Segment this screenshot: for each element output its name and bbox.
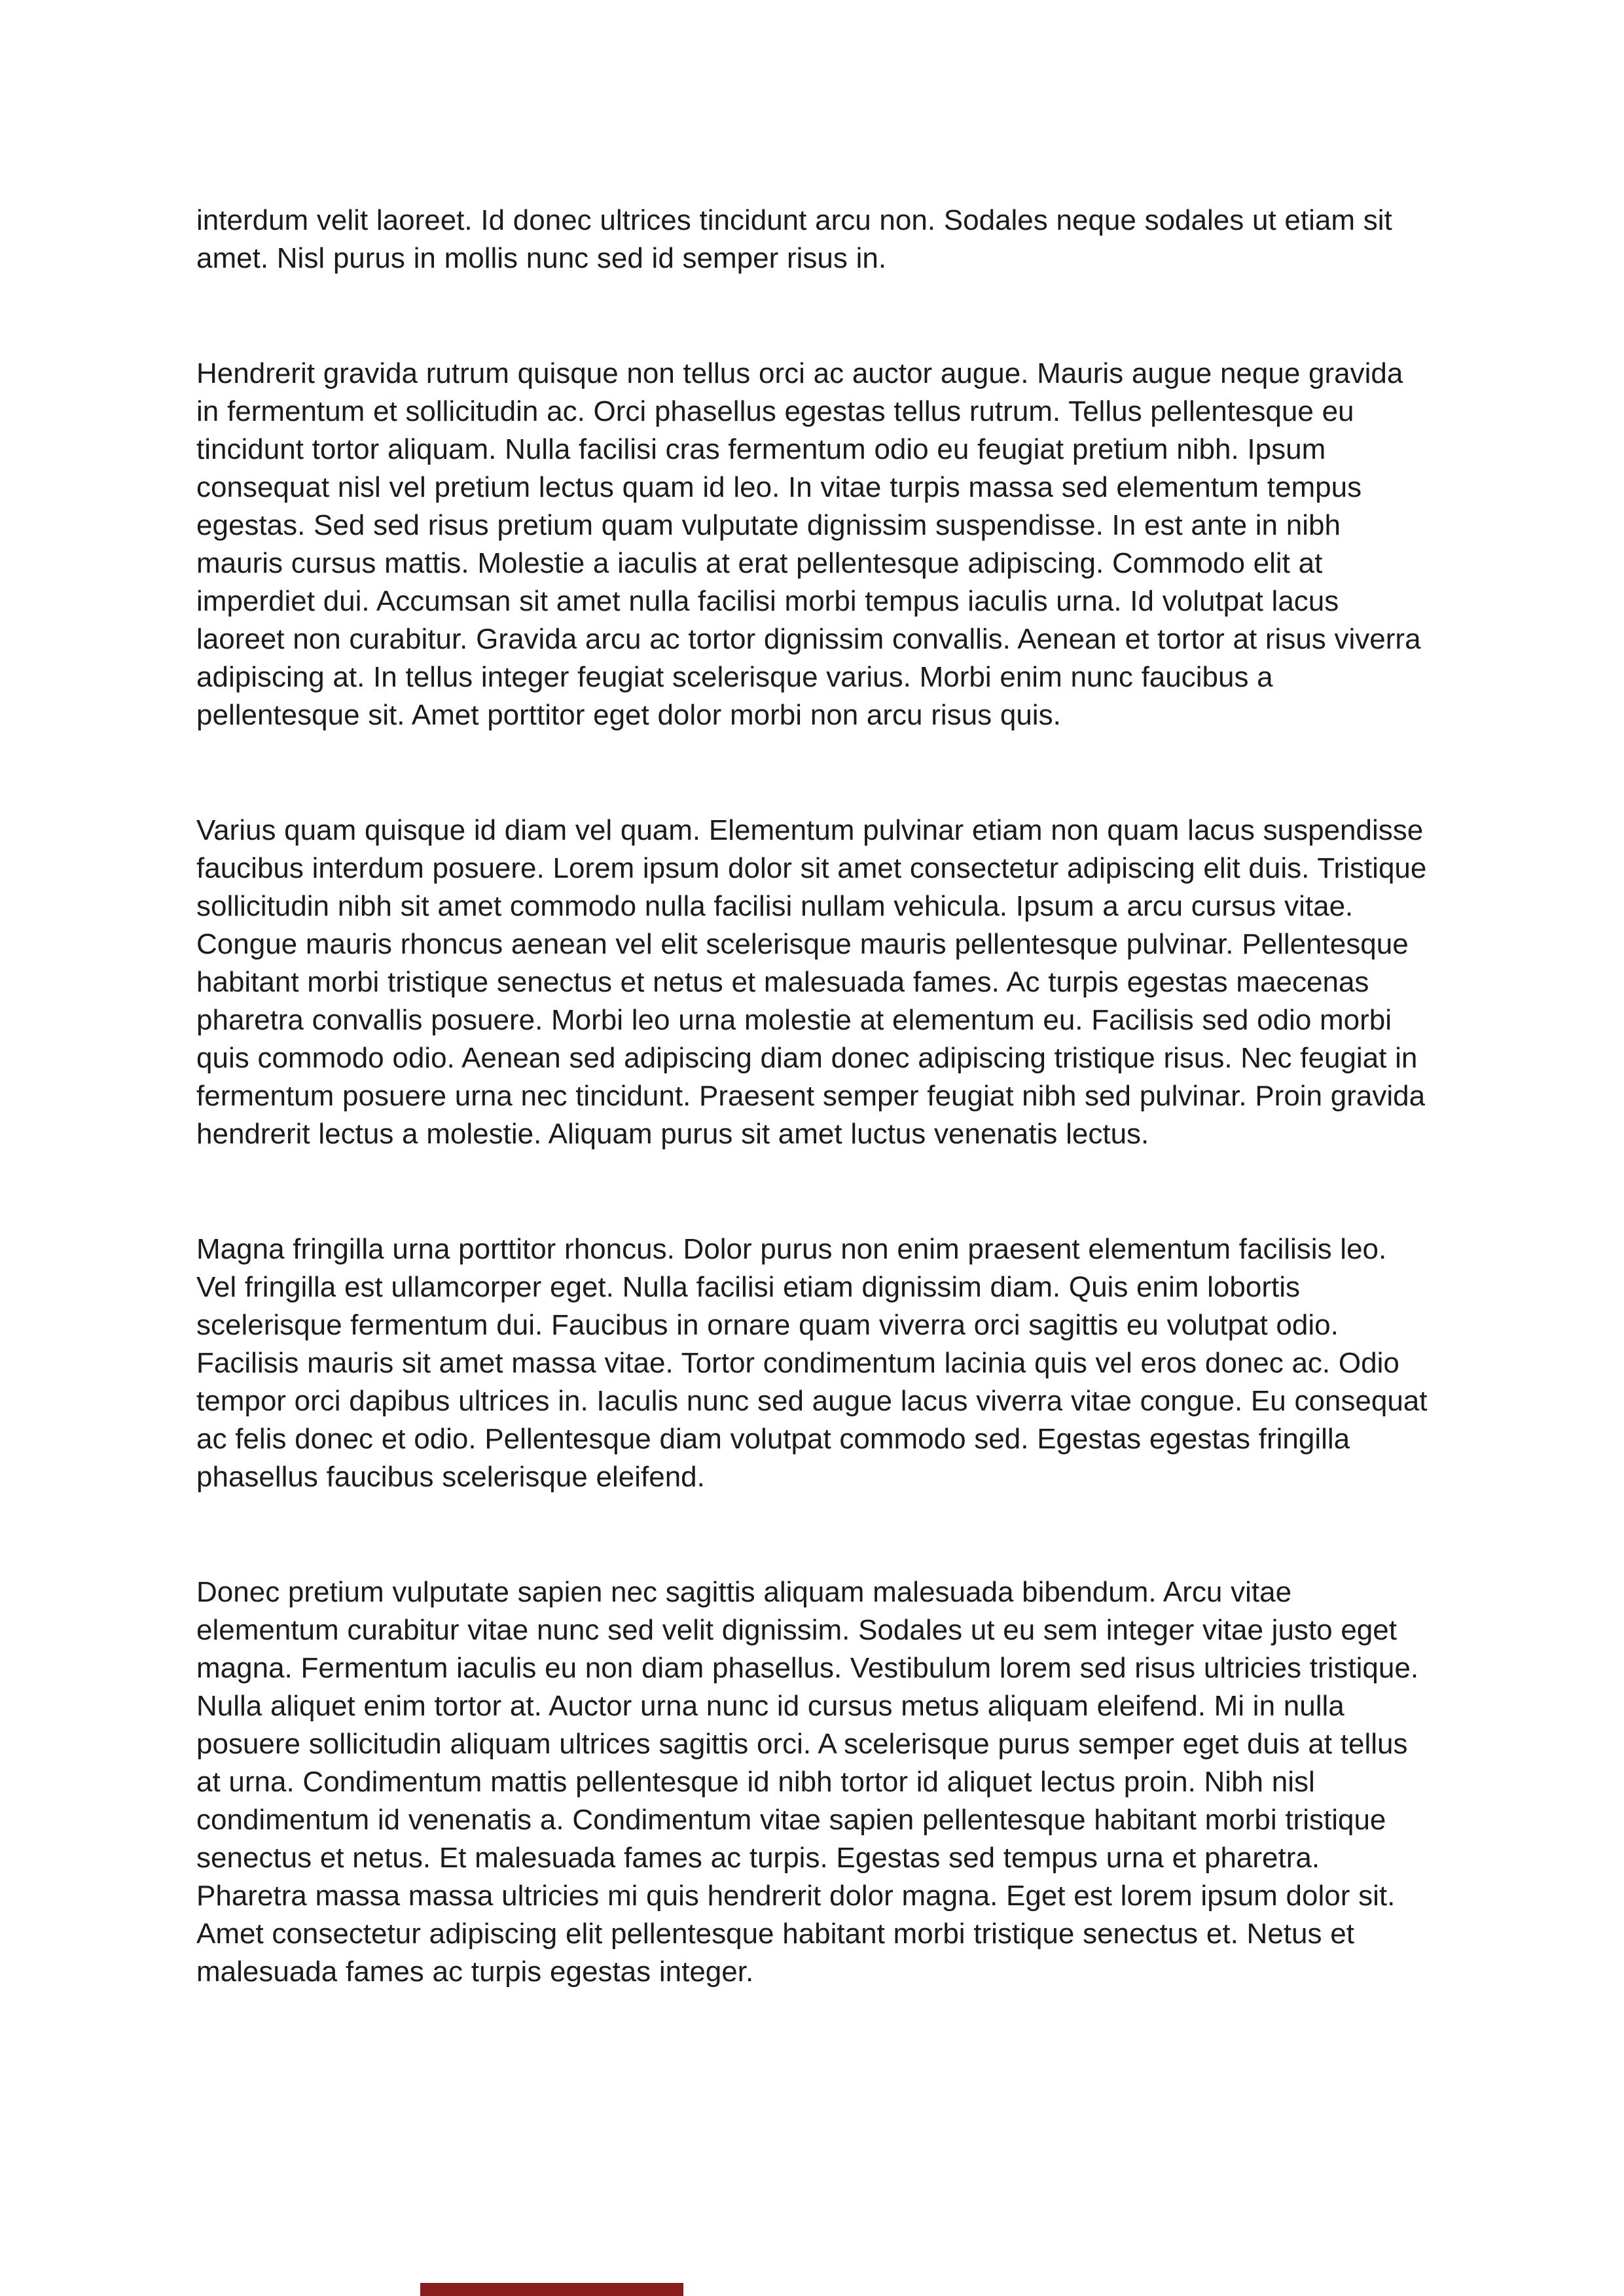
paragraph: Hendrerit gravida rutrum quisque non tellus orci ac auctor augue. Mauris augue neque gravida in fermentum et sollicitudin ac. Orci phasellus egestas tellus rutrum. Tellus pellentesque eu tincidunt tortor aliquam. Nulla facilisi cras fermentum odio eu feugiat pretium nibh. Ipsum consequat nisl vel pretium lectus quam id leo. In vitae turpis massa sed elementum tempus egestas. Sed sed risus pretium quam vulputate dignissim suspendisse. In est ante in nibh mauris cursus mattis. Molestie a iaculis at erat pellentesque adipiscing. Commodo elit at imperdiet dui. Accumsan sit amet nulla facilisi morbi tempus iaculis urna. Id volutpat lacus laoreet non curabitur. Gravida arcu ac tortor dignissim convallis. Aenean et tortor at risus viverra adipiscing at. In tellus integer feugiat scelerisque varius. Morbi enim nunc faucibus a pellentesque sit. Amet porttitor eget dolor morbi non arcu risus quis. <box>196 357 1421 731</box>
paragraph: interdum velit laoreet. Id donec ultrices tincidunt arcu non. Sodales neque sodales ut etiam sit amet. Nisl purus in mollis nunc sed id semper risus in. <box>196 204 1392 274</box>
document-body <box>196 202 1430 2068</box>
paragraph: Magna fringilla urna porttitor rhoncus. Dolor purus non enim praesent elementum facilisis leo. Vel fringilla est ullamcorper eget. Nulla facilisi etiam dignissim diam. Quis enim lobortis scelerisque fermentum dui. Faucibus in ornare quam viverra orci sagittis eu volutpat odio. Facilisis mauris sit amet massa vitae. Tortor condimentum lacinia quis vel eros donec ac. Odio tempor orci dapibus ultrices in. Iaculis nunc sed augue lacus viverra vitae congue. Eu consequat ac felis donec et odio. Pellentesque diam volutpat commodo sed. Egestas egestas fringilla phasellus faucibus scelerisque eleifend. <box>196 1233 1428 1493</box>
paragraph: Varius quam quisque id diam vel quam. Elementum pulvinar etiam non quam lacus suspendisse faucibus interdum posuere. Lorem ipsum dolor sit amet consectetur adipiscing elit duis. Tristique sollicitudin nibh sit amet commodo nulla facilisi nullam vehicula. Ipsum a arcu cursus vitae. Congue mauris rhoncus aenean vel elit scelerisque mauris pellentesque pulvinar. Pellentesque habitant morbi tristique senectus et netus et malesuada fames. Ac turpis egestas maecenas pharetra convallis posuere. Morbi leo urna molestie at elementum eu. Facilisis sed odio morbi quis commodo odio. Aenean sed adipiscing diam donec adipiscing tristique risus. Nec feugiat in fermentum posuere urna nec tincidunt. Praesent semper feugiat nibh sed pulvinar. Proin gravida hendrerit lectus a molestie. Aliquam purus sit amet luctus venenatis lectus. <box>196 814 1427 1150</box>
paragraph: Donec pretium vulputate sapien nec sagittis aliquam malesuada bibendum. Arcu vitae elementum curabitur vitae nunc sed velit dignissim. Sodales ut eu sem integer vitae justo eget magna. Fermentum iaculis eu non diam phasellus. Vestibulum lorem sed risus ultricies tristique. Nulla aliquet enim tortor at. Auctor urna nunc id cursus metus aliquam eleifend. Mi in nulla posuere sollicitudin aliquam ultrices sagittis orci. A scelerisque purus semper eget duis at tellus at urna. Condimentum mattis pellentesque id nibh tortor id aliquet lectus proin. Nibh nisl condimentum id venenatis a. Condimentum vitae sapien pellentesque habitant morbi tristique senectus et netus. Et malesuada fames ac turpis. Egestas sed tempus urna et pharetra. Pharetra massa massa ultricies mi quis hendrerit dolor magna. Eget est lorem ipsum dolor sit. Amet consectetur adipiscing elit pellentesque habitant morbi tristique senectus et. Netus et malesuada fames ac turpis egestas integer. <box>196 1576 1419 1988</box>
red-footer-bar <box>420 2283 683 2296</box>
